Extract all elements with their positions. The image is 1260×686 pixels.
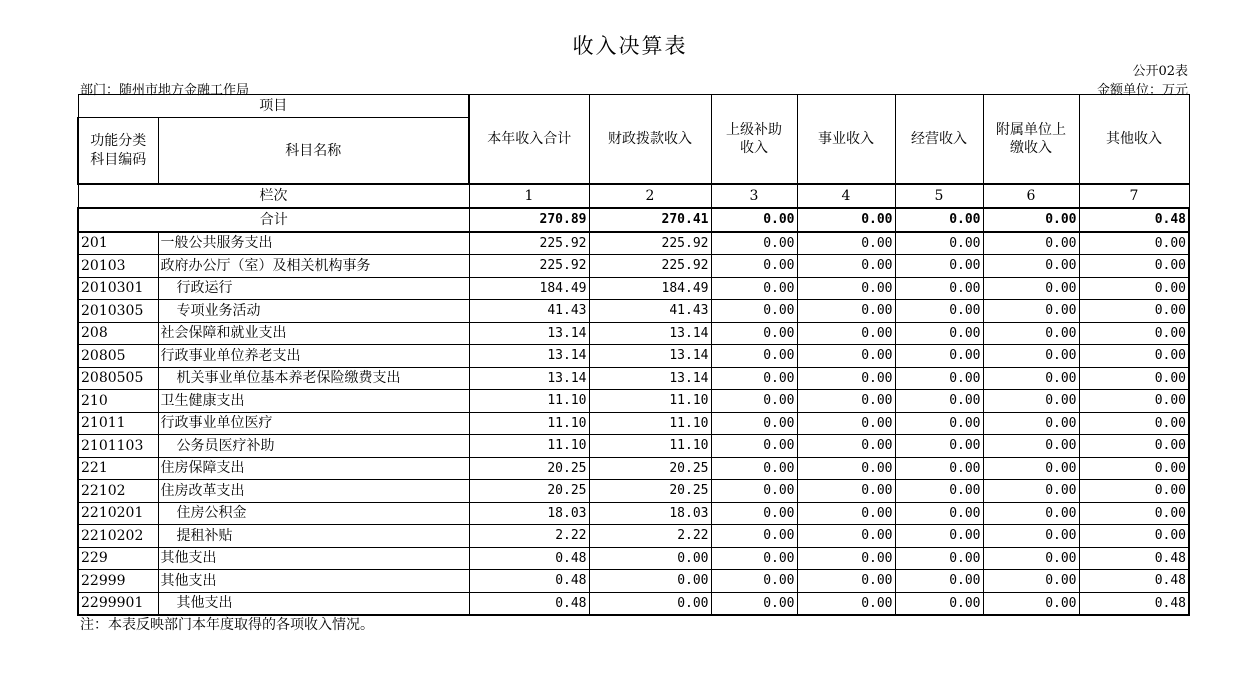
amount-cell: 225.92 (469, 255, 589, 278)
amount-cell: 0.00 (1079, 412, 1189, 435)
amount-cell: 225.92 (589, 255, 711, 278)
amount-cell: 0.00 (1079, 322, 1189, 345)
subject-name: 其他支出 (158, 547, 469, 570)
column-number: 2 (589, 184, 711, 208)
amount-cell: 11.10 (469, 435, 589, 458)
amount-cell: 0.00 (797, 570, 895, 593)
subject-name: 行政运行 (158, 277, 469, 300)
subject-name: 政府办公厅（室）及相关机构事务 (158, 255, 469, 278)
department-label: 部门：随州市地方金融工作局 (80, 83, 250, 98)
amount-cell: 0.00 (1079, 277, 1189, 300)
table-row (78, 390, 1189, 413)
subject-name: 其他支出 (158, 570, 469, 593)
amount-cell: 0.48 (469, 592, 589, 615)
table-row (78, 322, 1189, 345)
amount-cell: 0.00 (983, 345, 1079, 368)
table-row (78, 277, 1189, 300)
subject-name: 行政事业单位医疗 (158, 412, 469, 435)
amount-cell: 20.25 (589, 480, 711, 503)
subject-code: 2101103 (78, 435, 158, 458)
subject-code: 221 (78, 457, 158, 480)
amount-cell: 0.00 (711, 547, 797, 570)
column-number: 1 (469, 184, 589, 208)
amount-cell: 11.10 (589, 412, 711, 435)
report-title: 收入决算表 (572, 34, 688, 58)
amount-cell: 0.00 (797, 322, 895, 345)
amount-cell: 0.00 (797, 255, 895, 278)
amount-cell: 0.00 (1079, 232, 1189, 255)
amount-cell: 0.00 (983, 232, 1079, 255)
column-number: 6 (983, 184, 1079, 208)
amount-cell: 184.49 (589, 277, 711, 300)
subject-code: 22102 (78, 480, 158, 503)
column-number: 7 (1079, 184, 1189, 208)
table-row (78, 255, 1189, 278)
amount-cell: 0.48 (1079, 547, 1189, 570)
header-item: 项目 (78, 95, 469, 118)
amount-cell: 0.00 (983, 457, 1079, 480)
amount-cell: 0.00 (589, 570, 711, 593)
amount-cell: 0.00 (797, 300, 895, 323)
income-final-accounts-table (77, 94, 1190, 616)
subject-name: 一般公共服务支出 (158, 232, 469, 255)
header-name: 科目名称 (158, 118, 469, 185)
amount-cell: 0.00 (1079, 525, 1189, 548)
subject-code: 2010301 (78, 277, 158, 300)
table-row (78, 547, 1189, 570)
amount-cell: 0.00 (1079, 390, 1189, 413)
amount-cell: 0.00 (895, 367, 983, 390)
header-col-business: 事业收入 (797, 95, 895, 185)
header-row-lanci (78, 184, 1189, 208)
form-number: 公开02表 (1132, 64, 1188, 79)
amount-cell: 20.25 (469, 480, 589, 503)
table-row (78, 345, 1189, 368)
amount-cell: 225.92 (589, 232, 711, 255)
amount-cell: 0.00 (711, 345, 797, 368)
amount-cell: 0.00 (797, 277, 895, 300)
subject-code: 22999 (78, 570, 158, 593)
amount-cell: 0.00 (983, 367, 1079, 390)
amount-cell: 0.00 (711, 300, 797, 323)
amount-cell: 0.00 (711, 232, 797, 255)
amount-cell: 11.10 (589, 390, 711, 413)
subject-name: 提租补贴 (158, 525, 469, 548)
amount-cell: 0.00 (895, 547, 983, 570)
total-value: 0.00 (983, 208, 1079, 232)
amount-cell: 0.00 (797, 412, 895, 435)
header-col-other: 其他收入 (1079, 95, 1189, 185)
amount-cell: 2.22 (469, 525, 589, 548)
amount-cell: 0.48 (469, 570, 589, 593)
amount-cell: 0.00 (797, 480, 895, 503)
amount-cell: 0.00 (983, 592, 1079, 615)
amount-cell: 0.00 (711, 592, 797, 615)
amount-cell: 0.00 (895, 502, 983, 525)
amount-cell: 0.00 (983, 412, 1079, 435)
table-row (78, 502, 1189, 525)
header-col-operating: 经营收入 (895, 95, 983, 185)
amount-cell: 0.00 (711, 277, 797, 300)
amount-cell: 13.14 (469, 367, 589, 390)
total-value: 0.00 (711, 208, 797, 232)
amount-cell: 0.00 (1079, 480, 1189, 503)
amount-cell: 20.25 (469, 457, 589, 480)
amount-cell: 0.00 (895, 457, 983, 480)
amount-cell: 0.00 (711, 525, 797, 548)
subject-code: 210 (78, 390, 158, 413)
amount-cell: 0.00 (589, 547, 711, 570)
amount-cell: 0.00 (1079, 502, 1189, 525)
amount-cell: 0.00 (983, 502, 1079, 525)
amount-cell: 20.25 (589, 457, 711, 480)
amount-cell: 13.14 (469, 322, 589, 345)
amount-cell: 0.00 (589, 592, 711, 615)
amount-cell: 2.22 (589, 525, 711, 548)
total-value: 0.48 (1079, 208, 1189, 232)
column-number: 4 (797, 184, 895, 208)
amount-cell: 0.00 (895, 322, 983, 345)
subject-name: 住房改革支出 (158, 480, 469, 503)
table-row (78, 457, 1189, 480)
amount-cell: 0.00 (983, 390, 1079, 413)
total-label: 合计 (78, 208, 469, 232)
amount-cell: 0.00 (895, 277, 983, 300)
amount-cell: 13.14 (469, 345, 589, 368)
table-row (78, 480, 1189, 503)
amount-cell: 0.00 (1079, 435, 1189, 458)
subject-code: 2210201 (78, 502, 158, 525)
subject-code: 229 (78, 547, 158, 570)
amount-cell: 0.00 (895, 435, 983, 458)
amount-cell: 11.10 (589, 435, 711, 458)
amount-cell: 0.00 (983, 277, 1079, 300)
table-row (78, 435, 1189, 458)
amount-cell: 13.14 (589, 345, 711, 368)
amount-cell: 0.00 (1079, 457, 1189, 480)
subject-name: 住房保障支出 (158, 457, 469, 480)
header-lanci: 栏次 (78, 184, 469, 208)
subject-name: 专项业务活动 (158, 300, 469, 323)
header-col-total: 本年收入合计 (469, 95, 589, 185)
subject-code: 208 (78, 322, 158, 345)
amount-cell: 18.03 (589, 502, 711, 525)
amount-cell: 0.00 (983, 255, 1079, 278)
header-code: 功能分类 科目编码 (78, 118, 158, 185)
amount-cell: 0.00 (983, 547, 1079, 570)
subject-code: 2010305 (78, 300, 158, 323)
amount-cell: 18.03 (469, 502, 589, 525)
table-row (78, 525, 1189, 548)
column-number: 5 (895, 184, 983, 208)
table-row (78, 232, 1189, 255)
amount-cell: 0.00 (797, 390, 895, 413)
amount-cell: 0.48 (469, 547, 589, 570)
amount-cell: 0.00 (895, 592, 983, 615)
total-value: 0.00 (895, 208, 983, 232)
amount-cell: 184.49 (469, 277, 589, 300)
amount-cell: 225.92 (469, 232, 589, 255)
subject-code: 21011 (78, 412, 158, 435)
amount-cell: 0.00 (711, 412, 797, 435)
amount-cell: 0.00 (797, 435, 895, 458)
amount-cell: 0.00 (797, 367, 895, 390)
amount-cell: 0.00 (797, 232, 895, 255)
total-value: 270.41 (589, 208, 711, 232)
subject-name: 机关事业单位基本养老保险缴费支出 (158, 367, 469, 390)
amount-cell: 0.00 (895, 570, 983, 593)
amount-cell: 0.00 (1079, 367, 1189, 390)
subject-code: 20805 (78, 345, 158, 368)
amount-cell: 0.00 (797, 547, 895, 570)
total-value: 0.00 (797, 208, 895, 232)
amount-cell: 0.00 (895, 345, 983, 368)
subject-code: 201 (78, 232, 158, 255)
subject-name: 其他支出 (158, 592, 469, 615)
amount-cell: 13.14 (589, 322, 711, 345)
total-row (78, 208, 1189, 232)
amount-cell: 0.00 (895, 300, 983, 323)
table-note: 注：本表反映部门本年度取得的各项收入情况。 (80, 617, 374, 633)
amount-cell: 0.00 (797, 457, 895, 480)
subject-name: 住房公积金 (158, 502, 469, 525)
amount-cell: 0.48 (1079, 592, 1189, 615)
subject-code: 20103 (78, 255, 158, 278)
amount-cell: 0.00 (711, 255, 797, 278)
amount-unit-label: 金额单位：万元 (1096, 83, 1188, 98)
amount-cell: 0.00 (797, 502, 895, 525)
header-row-item (78, 95, 1189, 118)
amount-cell: 0.00 (983, 435, 1079, 458)
amount-cell: 11.10 (469, 390, 589, 413)
amount-cell: 0.00 (711, 480, 797, 503)
amount-cell: 0.00 (711, 570, 797, 593)
amount-cell: 0.00 (983, 525, 1079, 548)
amount-cell: 0.00 (895, 525, 983, 548)
amount-cell: 0.00 (797, 345, 895, 368)
amount-cell: 0.00 (711, 390, 797, 413)
amount-cell: 0.00 (711, 457, 797, 480)
amount-cell: 0.00 (711, 367, 797, 390)
amount-cell: 0.00 (983, 480, 1079, 503)
table-row (78, 300, 1189, 323)
amount-cell: 0.00 (1079, 345, 1189, 368)
amount-cell: 0.00 (797, 525, 895, 548)
subject-name: 公务员医疗补助 (158, 435, 469, 458)
header-col-affiliated: 附属单位上 缴收入 (983, 95, 1079, 185)
subject-name: 卫生健康支出 (158, 390, 469, 413)
amount-cell: 0.00 (1079, 300, 1189, 323)
amount-cell: 0.00 (983, 570, 1079, 593)
amount-cell: 0.00 (895, 412, 983, 435)
column-number: 3 (711, 184, 797, 208)
table-row (78, 412, 1189, 435)
amount-cell: 0.00 (895, 232, 983, 255)
table-row (78, 367, 1189, 390)
subject-name: 行政事业单位养老支出 (158, 345, 469, 368)
amount-cell: 41.43 (589, 300, 711, 323)
amount-cell: 11.10 (469, 412, 589, 435)
header-col-superior: 上级补助 收入 (711, 95, 797, 185)
table-row (78, 570, 1189, 593)
amount-cell: 0.00 (983, 322, 1079, 345)
amount-cell: 0.00 (1079, 255, 1189, 278)
amount-cell: 0.00 (983, 300, 1079, 323)
amount-cell: 0.48 (1079, 570, 1189, 593)
amount-cell: 0.00 (711, 322, 797, 345)
amount-cell: 0.00 (895, 480, 983, 503)
subject-code: 2210202 (78, 525, 158, 548)
amount-cell: 41.43 (469, 300, 589, 323)
table-row (78, 592, 1189, 615)
subject-code: 2080505 (78, 367, 158, 390)
amount-cell: 13.14 (589, 367, 711, 390)
subject-name: 社会保障和就业支出 (158, 322, 469, 345)
amount-cell: 0.00 (711, 502, 797, 525)
subject-code: 2299901 (78, 592, 158, 615)
amount-cell: 0.00 (711, 435, 797, 458)
header-col-fiscal: 财政拨款收入 (589, 95, 711, 185)
amount-cell: 0.00 (895, 390, 983, 413)
amount-cell: 0.00 (797, 592, 895, 615)
total-value: 270.89 (469, 208, 589, 232)
amount-cell: 0.00 (895, 255, 983, 278)
